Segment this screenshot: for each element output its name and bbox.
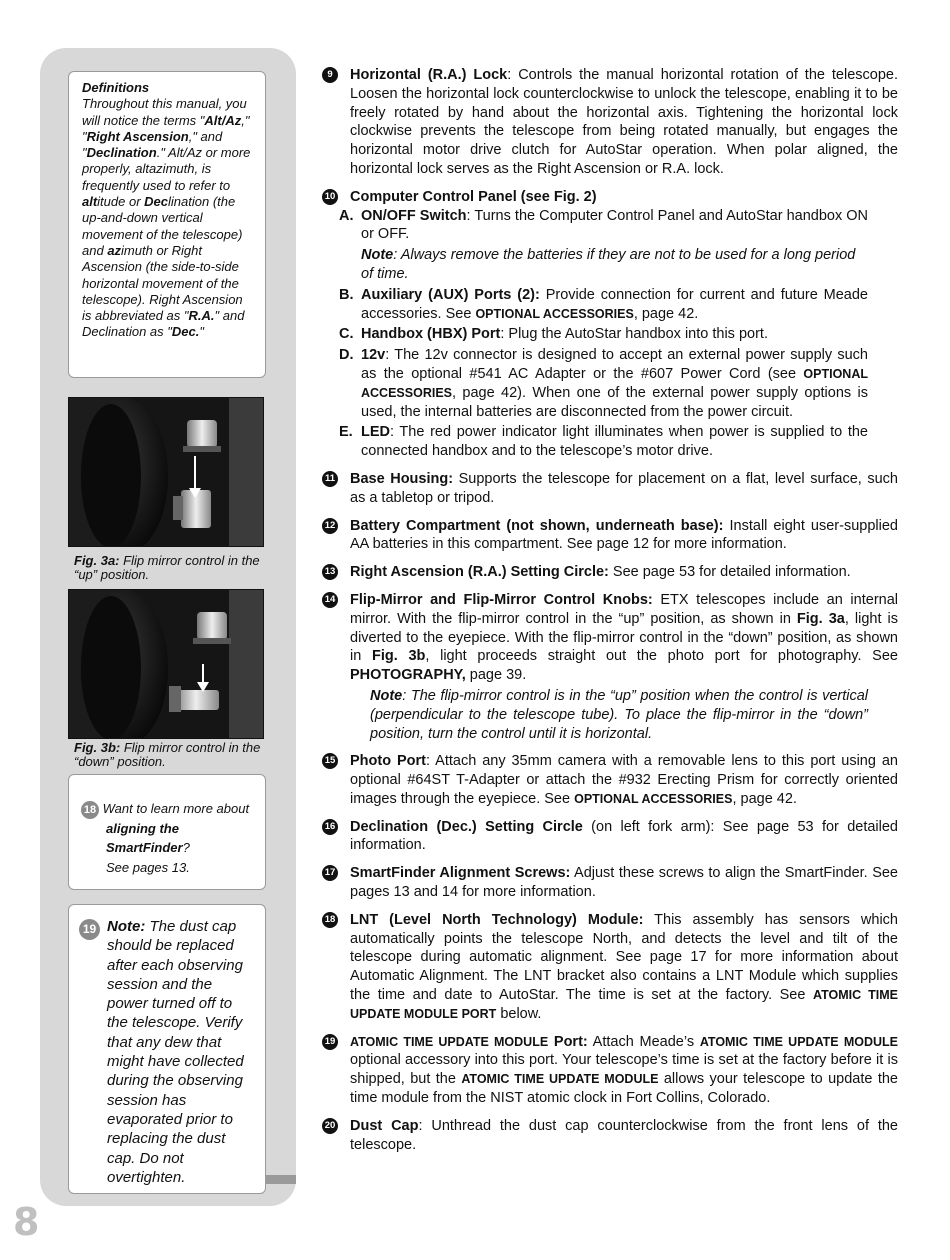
sidebar-tab [264, 1175, 296, 1184]
item-10-a-note: Note: Always remove the batteries if they are not to be used for a long period of time. [361, 247, 856, 282]
item-18: 18 LNT (Level North Technology) Module: This assembly has sensors which automatically points the telescope North, and detects the level and tilt of the telescope during automatic alignment. See page 17 for more information about Automatic Alignment. The LNT bracket also contains a LNT Module which supplies the time and date to AutoStar. The time is set at the factory. See ATOMIC TIME UPDATE MODULE PORT below. [322, 911, 898, 1024]
item-18-number-icon: 18 [322, 912, 338, 928]
item-14-note: Note: The flip-mirror control is in the “up” position when the control is vertical (perpendicular to the telescope tube). To place the flip-mirror in the “down” position, turn the control until it is horizontal. [370, 687, 868, 742]
item-14-number-icon: 14 [322, 592, 338, 608]
definitions-box [68, 71, 266, 378]
item-19-number-icon: 19 [322, 1034, 338, 1050]
item-10-b: B. Auxiliary (AUX) Ports (2): Provide connection for current and future Meade accessories. See OPTIONAL ACCESSORIES, page 42. [339, 286, 868, 322]
item-16-number-icon: 16 [322, 819, 338, 835]
tip-19-number-icon: 19 [79, 919, 100, 940]
item-10: 10 Computer Control Panel (see Fig. 2) [322, 188, 898, 207]
definitions-title: Definitions [82, 80, 150, 95]
page-number: 8 [13, 1200, 39, 1244]
item-11-number-icon: 11 [322, 471, 338, 487]
fig-3b-caption: Fig. 3b: Flip mirror control in the “down” position. [74, 740, 261, 769]
dust-cap-note-box: 19 Note: The dust cap should be replaced after each observing session and the power turned off to the telescope. Verify that any dew that might have collected during the observing session has evaporated prior to replacing the dust cap. Do not overtighten. [68, 904, 266, 1194]
fig-3b-photo [68, 589, 264, 739]
item-20-number-icon: 20 [322, 1118, 338, 1134]
item-14: 14 Flip-Mirror and Flip-Mirror Control Knobs: ETX telescopes include an internal mirror. With the flip-mirror control in the “up” position, as shown in Fig. 3a, light is diverted to the eyepiece. With the flip-mirror control in the “down” position, as shown in Fig. 3b, light proceeds straight out the photo port for photography. See PHOTOGRAPHY, page 39. Note: The flip-mirror control is in the “up” position when the control is vertical (perpendicular to the telescope tube). To place the flip-mirror in the “down” position, turn the control until it is horizontal. [322, 591, 898, 743]
item-17-number-icon: 17 [322, 865, 338, 881]
smartfinder-tip-box: 18 Want to learn more about aligning the SmartFinder? See pages 13. [68, 774, 266, 890]
item-13: 13 Right Ascension (R.A.) Setting Circle: See page 53 for detailed information. [322, 563, 898, 582]
item-10-subitems [322, 207, 898, 461]
item-19: 19 ATOMIC TIME UPDATE MODULE Port: Attach Meade’s ATOMIC TIME UPDATE MODULE optional accessory into this port. Your telescope’s time is set at the factory before it is shipped, but the ATOMIC TIME UPDATE MODULE allows your telescope to update the time module from the NIST atomic clock in Fort Collins, Colorado. [322, 1033, 898, 1108]
item-10-c: C. Handbox (HBX) Port: Plug the AutoStar handbox into this port. [339, 326, 768, 343]
item-12-number-icon: 12 [322, 518, 338, 534]
item-17: 17 SmartFinder Alignment Screws: Adjust these screws to align the SmartFinder. See pages 13 and 14 for more information. [322, 864, 898, 902]
item-10-number-icon: 10 [322, 189, 338, 205]
definitions-text: Throughout this manual, you will notice the terms "Alt/Az," "Right Ascension," and "Declination." Alt/Az or more properly, altazimuth, is frequently used to refer to altitude or Declination (the up-and-down vertical movement of the telescope) and azimuth or Right Ascension (the side-to-side horizontal movement of the telescope). Right Ascension is abbreviated as "R.A." and Declination as "Dec." [82, 96, 251, 340]
flip-mirror-up-illustration [69, 398, 264, 547]
item-9-number-icon: 9 [322, 67, 338, 83]
item-10-a: A. ON/OFF Switch: Turns the Computer Control Panel and AutoStar handbox ON or OFF. [339, 207, 869, 243]
flip-mirror-down-illustration [69, 590, 264, 739]
item-20: 20 Dust Cap: Unthread the dust cap counterclockwise from the front lens of the telescope. [322, 1117, 898, 1155]
item-10-e: E. LED: The red power indicator light illuminates when power is supplied to the connected handbox and to the telescope’s motor drive. [339, 424, 868, 460]
item-9: 9 Horizontal (R.A.) Lock: Controls the manual horizontal rotation of the telescope. Loosen the horizontal lock counterclockwise to unlock the telescope, enabling it to be freely rotated by hand about the horizontal axis. Tightening the horizontal lock clockwise prevents the telescope from being rotated manually, but engages the horizontal motor drive clutch for AutoStar operation. When polar aligned, the horizontal lock serves as the Right Ascension or R.A. lock. [322, 66, 898, 179]
item-15-number-icon: 15 [322, 753, 338, 769]
item-11: 11 Base Housing: Supports the telescope for placement on a flat, level surface, such as a tabletop or tripod. [322, 470, 898, 508]
item-12: 12 Battery Compartment (not shown, underneath base): Install eight user-supplied AA batteries in this compartment. See page 12 for more information. [322, 517, 898, 555]
item-13-number-icon: 13 [322, 564, 338, 580]
item-16: 16 Declination (Dec.) Setting Circle (on left fork arm): See page 53 for detailed information. [322, 818, 898, 856]
tip-18-number-icon: 18 [81, 801, 99, 819]
fig-3a-caption: Fig. 3a: Flip mirror control in the “up” position. [74, 553, 260, 582]
item-10-d: D. 12v: The 12v connector is designed to accept an external power supply such as the optional #541 AC Adapter or the #607 Power Cord (see OPTIONAL ACCESSORIES, page 42). When one of the external power supply options is used, the internal batteries are disconnected from the power circuit. [339, 347, 868, 420]
main-content [322, 66, 898, 1163]
fig-3a-photo [68, 397, 264, 547]
item-15: 15 Photo Port: Attach any 35mm camera with a removable lens to this port using an optional #64ST T-Adapter or attach the #932 Erecting Prism for correctly oriented images through the eyepiece. See OPTIONAL ACCESSORIES, page 42. [322, 752, 898, 808]
